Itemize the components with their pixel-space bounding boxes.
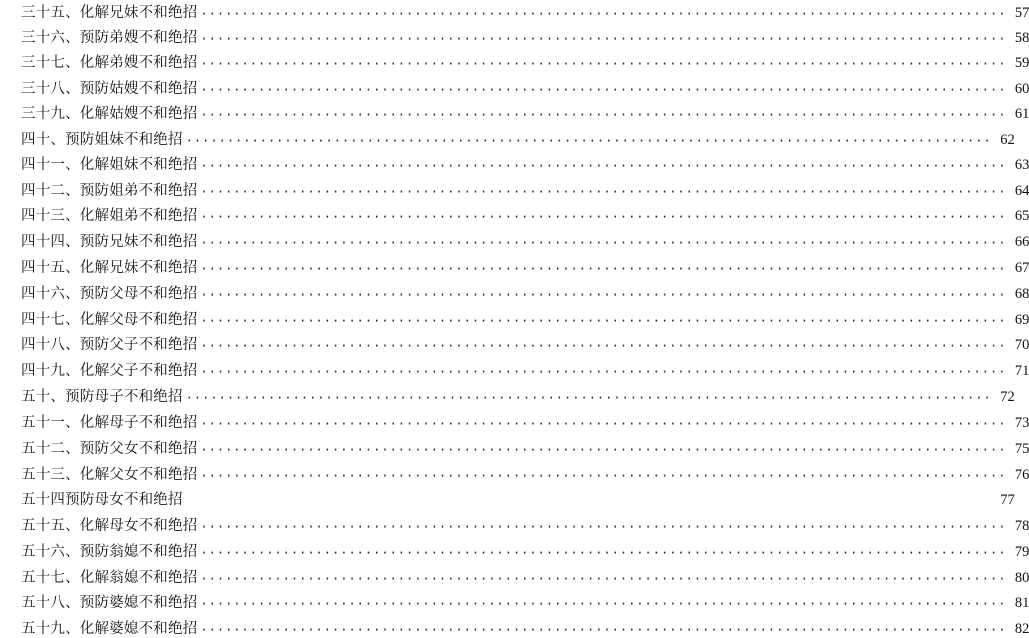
toc-entry-page: 65 bbox=[1014, 208, 1029, 224]
toc-entry bbox=[21, 76, 1029, 98]
toc-entry-title: 四十五、化解兄妹不和绝招 bbox=[21, 260, 198, 276]
toc-entry-title: 四十三、化解姐弟不和绝招 bbox=[21, 208, 198, 224]
toc-entry-title: 四十七、化解父母不和绝招 bbox=[21, 312, 198, 328]
toc-entry bbox=[21, 203, 1029, 225]
toc-leader-dots: ·································································································· bbox=[200, 32, 1007, 46]
toc-entry bbox=[21, 127, 1015, 149]
toc-entry-title: 三十九、化解姑嫂不和绝招 bbox=[21, 106, 198, 122]
toc-entry-title: 三十八、预防姑嫂不和绝招 bbox=[21, 81, 198, 97]
toc-entry-page: 76 bbox=[1014, 467, 1029, 483]
toc-entry-title: 四十一、化解姐妹不和绝招 bbox=[21, 157, 198, 173]
toc-entry-page: 63 bbox=[1014, 157, 1029, 173]
toc-entry-page: 66 bbox=[1014, 234, 1029, 250]
toc-entry-title: 五十一、化解母子不和绝招 bbox=[21, 415, 198, 431]
toc-entry bbox=[21, 358, 1029, 380]
toc-entry bbox=[21, 513, 1029, 535]
toc-entry bbox=[21, 436, 1029, 458]
toc-entry-page: 72 bbox=[1000, 389, 1015, 405]
toc-leader-dots: ·································································································· bbox=[185, 391, 992, 405]
toc-leader-dots: ·································································································· bbox=[200, 597, 1007, 611]
toc-entry-title: 四十九、化解父子不和绝招 bbox=[21, 363, 198, 379]
toc-entry-page: 61 bbox=[1014, 106, 1029, 122]
toc-entry bbox=[21, 25, 1029, 47]
toc-entry bbox=[21, 229, 1029, 251]
toc-leader-dots: ·································································································· bbox=[200, 417, 1007, 431]
toc-leader-dots: ·································································································· bbox=[200, 185, 1007, 199]
toc-entry-page: 73 bbox=[1014, 415, 1029, 431]
toc-entry-page: 82 bbox=[1014, 621, 1029, 637]
toc-entry bbox=[21, 0, 1029, 22]
toc-leader-dots: ·································································································· bbox=[200, 7, 1007, 21]
toc-leader-dots: ·································································································· bbox=[200, 108, 1007, 122]
toc-entry bbox=[21, 307, 1029, 329]
toc-leader-dots: ·································································································· bbox=[200, 83, 1007, 97]
toc-entry bbox=[21, 152, 1029, 174]
toc-entry-page: 60 bbox=[1014, 81, 1029, 97]
toc-entry-title: 五十七、化解翁媳不和绝招 bbox=[21, 570, 198, 586]
toc-entry-title: 四十、预防姐妹不和绝招 bbox=[21, 132, 183, 148]
toc-entry-title: 五十九、化解婆媳不和绝招 bbox=[21, 621, 198, 637]
toc-entry-page: 62 bbox=[1000, 132, 1015, 148]
toc-entry bbox=[21, 281, 1029, 303]
toc-entry-page: 79 bbox=[1014, 544, 1029, 560]
toc-entry bbox=[21, 332, 1029, 354]
toc-leader-dots: ·································································································· bbox=[185, 134, 992, 148]
toc-entry-title: 五十三、化解父女不和绝招 bbox=[21, 467, 198, 483]
toc-entry-title: 四十二、预防姐弟不和绝招 bbox=[21, 183, 198, 199]
toc-entry-title: 四十六、预防父母不和绝招 bbox=[21, 286, 198, 302]
toc-entry-title: 五十六、预防翁媳不和绝招 bbox=[21, 544, 198, 560]
toc-entry-page: 71 bbox=[1014, 363, 1029, 379]
toc-leader-dots: ·································································································· bbox=[200, 572, 1007, 586]
toc-leader-dots: ·································································································· bbox=[200, 57, 1007, 71]
toc-entry-page: 68 bbox=[1014, 286, 1029, 302]
toc-entry-title: 五十八、预防婆媳不和绝招 bbox=[21, 595, 198, 611]
toc-entry-title: 四十八、预防父子不和绝招 bbox=[21, 337, 198, 353]
toc-entry bbox=[21, 178, 1029, 200]
toc-leader-dots: ·································································································· bbox=[200, 159, 1007, 173]
toc-entry-title: 四十四、预防兄妹不和绝招 bbox=[21, 234, 198, 250]
toc-entry bbox=[21, 487, 1015, 509]
toc-leader-dots: ·································································································· bbox=[200, 520, 1007, 534]
toc-leader-dots: ·································································································· bbox=[200, 365, 1007, 379]
toc-entry-title: 五十五、化解母女不和绝招 bbox=[21, 518, 198, 534]
toc-entry-title: 五十二、预防父女不和绝招 bbox=[21, 441, 198, 457]
toc-entry bbox=[21, 101, 1029, 123]
toc-leader-dots: ·································································································· bbox=[200, 210, 1007, 224]
toc-entry-page: 81 bbox=[1014, 595, 1029, 611]
toc-entry bbox=[21, 616, 1029, 638]
toc-leader-dots: ·································································································· bbox=[200, 262, 1007, 276]
toc-entry bbox=[21, 565, 1029, 587]
toc-entry bbox=[21, 255, 1029, 277]
toc-entry-title: 三十六、预防弟嫂不和绝招 bbox=[21, 30, 198, 46]
toc-leader-dots: ·································································································· bbox=[200, 469, 1007, 483]
toc-entry-page: 59 bbox=[1014, 55, 1029, 71]
toc-leader-dots: ·································································································· bbox=[200, 339, 1007, 353]
toc-leader-dots: ·································································································· bbox=[200, 288, 1007, 302]
toc-entry-title: 五十四预防母女不和绝招 bbox=[21, 492, 183, 508]
toc-entry-title: 三十七、化解弟嫂不和绝招 bbox=[21, 55, 198, 71]
toc-entry-page: 77 bbox=[1000, 492, 1015, 508]
toc-entry-title: 三十五、化解兄妹不和绝招 bbox=[21, 5, 198, 21]
toc-entry-page: 80 bbox=[1014, 570, 1029, 586]
toc-entry bbox=[21, 539, 1029, 561]
toc-entry-page: 58 bbox=[1014, 30, 1029, 46]
toc-leader-dots: ·································································································· bbox=[200, 443, 1007, 457]
toc-entry-page: 70 bbox=[1014, 337, 1029, 353]
toc-entry bbox=[21, 384, 1015, 406]
toc-entry-page: 69 bbox=[1014, 312, 1029, 328]
toc-entry bbox=[21, 462, 1029, 484]
toc-entry bbox=[21, 410, 1029, 432]
toc-leader-dots: ·································································································· bbox=[200, 623, 1007, 637]
toc-entry bbox=[21, 50, 1029, 72]
toc-entry-page: 57 bbox=[1014, 5, 1029, 21]
toc-entry bbox=[21, 590, 1029, 612]
toc-entry-page: 78 bbox=[1014, 518, 1029, 534]
toc-leader-dots: ·································································································· bbox=[200, 236, 1007, 250]
toc-entry-title: 五十、预防母子不和绝招 bbox=[21, 389, 183, 405]
toc-entry-page: 67 bbox=[1014, 260, 1029, 276]
toc-leader-dots: ·································································································· bbox=[200, 314, 1007, 328]
toc-entry-page: 64 bbox=[1014, 183, 1029, 199]
toc-leader-dots: ·································································································· bbox=[200, 546, 1007, 560]
toc-entry-page: 75 bbox=[1014, 441, 1029, 457]
